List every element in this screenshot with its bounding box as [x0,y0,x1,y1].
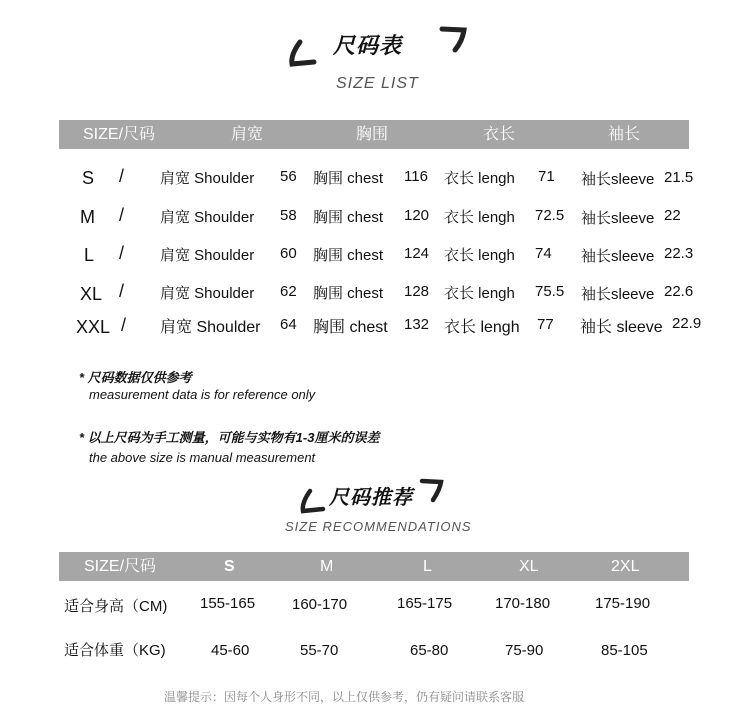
size-label: XXL [76,317,111,337]
header-shoulder: 肩宽 [231,126,264,143]
row-label-height: 适合身高（CM) [64,598,168,615]
separator: / [119,281,125,301]
recommendations-title: 尺码推荐 [329,487,413,509]
chest-label: 胸围 chest [313,247,384,264]
sleeve-value: 22.6 [664,283,694,300]
height-m: 160-170 [292,596,348,613]
length-label: 衣长 lengh [444,319,520,336]
shoulder-value: 60 [280,245,297,262]
header-m: M [320,558,334,575]
chest-label: 胸围 chest [313,285,384,302]
weight-s: 45-60 [211,642,250,659]
bracket-left-icon [286,38,320,68]
shoulder-label: 肩宽 Shoulder [160,285,255,302]
sleeve-label: 袖长sleeve [581,286,655,303]
chest-value: 116 [404,168,428,185]
size-label: L [84,245,95,265]
chest-value: 132 [404,316,430,333]
separator: / [119,243,125,263]
note-2-cn: * 以上尺码为手工测量，可能与实物有1-3厘米的误差 [79,430,380,445]
note-1-cn: * 尺码数据仅供参考 [79,370,192,385]
shoulder-label: 肩宽 Shoulder [160,247,255,264]
sleeve-label: 袖长sleeve [581,248,655,265]
sleeve-label: 袖长sleeve [581,171,655,188]
size-list-header [59,120,689,149]
weight-m: 55-70 [300,642,339,659]
separator: / [119,166,125,186]
chest-value: 120 [404,207,430,224]
height-s: 155-165 [200,595,256,612]
shoulder-value: 58 [280,207,297,224]
footer-tip: 温馨提示：因每个人身形不同，以上仅供参考，仍有疑问请联系客服 [164,690,525,704]
height-l: 165-175 [397,595,453,612]
bracket-right-icon [438,24,470,54]
length-value: 72.5 [535,207,565,224]
sleeve-label: 袖长 sleeve [580,319,663,336]
header-sleeve: 袖长 [608,126,641,143]
bracket-left-icon [298,487,328,515]
chest-label: 胸围 chest [313,209,384,226]
chest-label: 胸围 chest [313,170,384,187]
height-xl: 170-180 [495,595,551,612]
length-label: 衣长 lengh [444,170,515,187]
recommendations-header [59,552,689,581]
length-label: 衣长 lengh [444,247,515,264]
size-list-title: 尺码表 [333,33,403,58]
size-label: S [82,168,95,188]
recommendations-subtitle: SIZE RECOMMENDATIONS [285,519,472,534]
note-1-en: measurement data is for reference only [89,387,316,402]
sleeve-label: 袖长sleeve [581,210,655,227]
length-value: 75.5 [535,283,565,300]
header-2xl: 2XL [611,558,640,575]
weight-2xl: 85-105 [601,642,648,659]
length-label: 衣长 lengh [444,285,515,302]
header-xl: XL [519,558,539,575]
size-label: M [80,207,95,227]
header-size: SIZE/尺码 [83,126,156,143]
sleeve-value: 22 [664,207,681,224]
shoulder-value: 64 [280,316,297,333]
shoulder-label: 肩宽 Shoulder [160,319,261,336]
chest-value: 128 [404,283,430,300]
shoulder-label: 肩宽 Shoulder [160,209,255,226]
separator: / [119,205,125,225]
length-label: 衣长 lengh [444,209,515,226]
length-value: 74 [535,245,552,262]
header-length: 衣长 [483,126,516,143]
length-value: 77 [537,316,554,333]
length-value: 71 [538,168,555,185]
separator: / [121,315,127,335]
chest-value: 124 [404,245,430,262]
shoulder-value: 56 [280,168,297,185]
bracket-right-icon [418,476,446,504]
sleeve-value: 22.9 [672,315,702,332]
header-l: L [423,558,432,575]
note-2-en: the above size is manual measurement [89,450,316,465]
header-s: S [224,558,235,575]
shoulder-value: 62 [280,283,297,300]
sleeve-value: 21.5 [664,169,694,186]
sleeve-value: 22.3 [664,245,694,262]
weight-xl: 75-90 [505,642,544,659]
shoulder-label: 肩宽 Shoulder [160,170,255,187]
weight-l: 65-80 [410,642,449,659]
row-label-weight: 适合体重（KG) [64,642,166,659]
header-chest: 胸围 [356,126,389,143]
size-list-subtitle: SIZE LIST [336,75,419,92]
height-2xl: 175-190 [595,595,651,612]
size-label: XL [80,284,103,304]
header-size: SIZE/尺码 [84,558,157,575]
chest-label: 胸围 chest [313,319,388,336]
